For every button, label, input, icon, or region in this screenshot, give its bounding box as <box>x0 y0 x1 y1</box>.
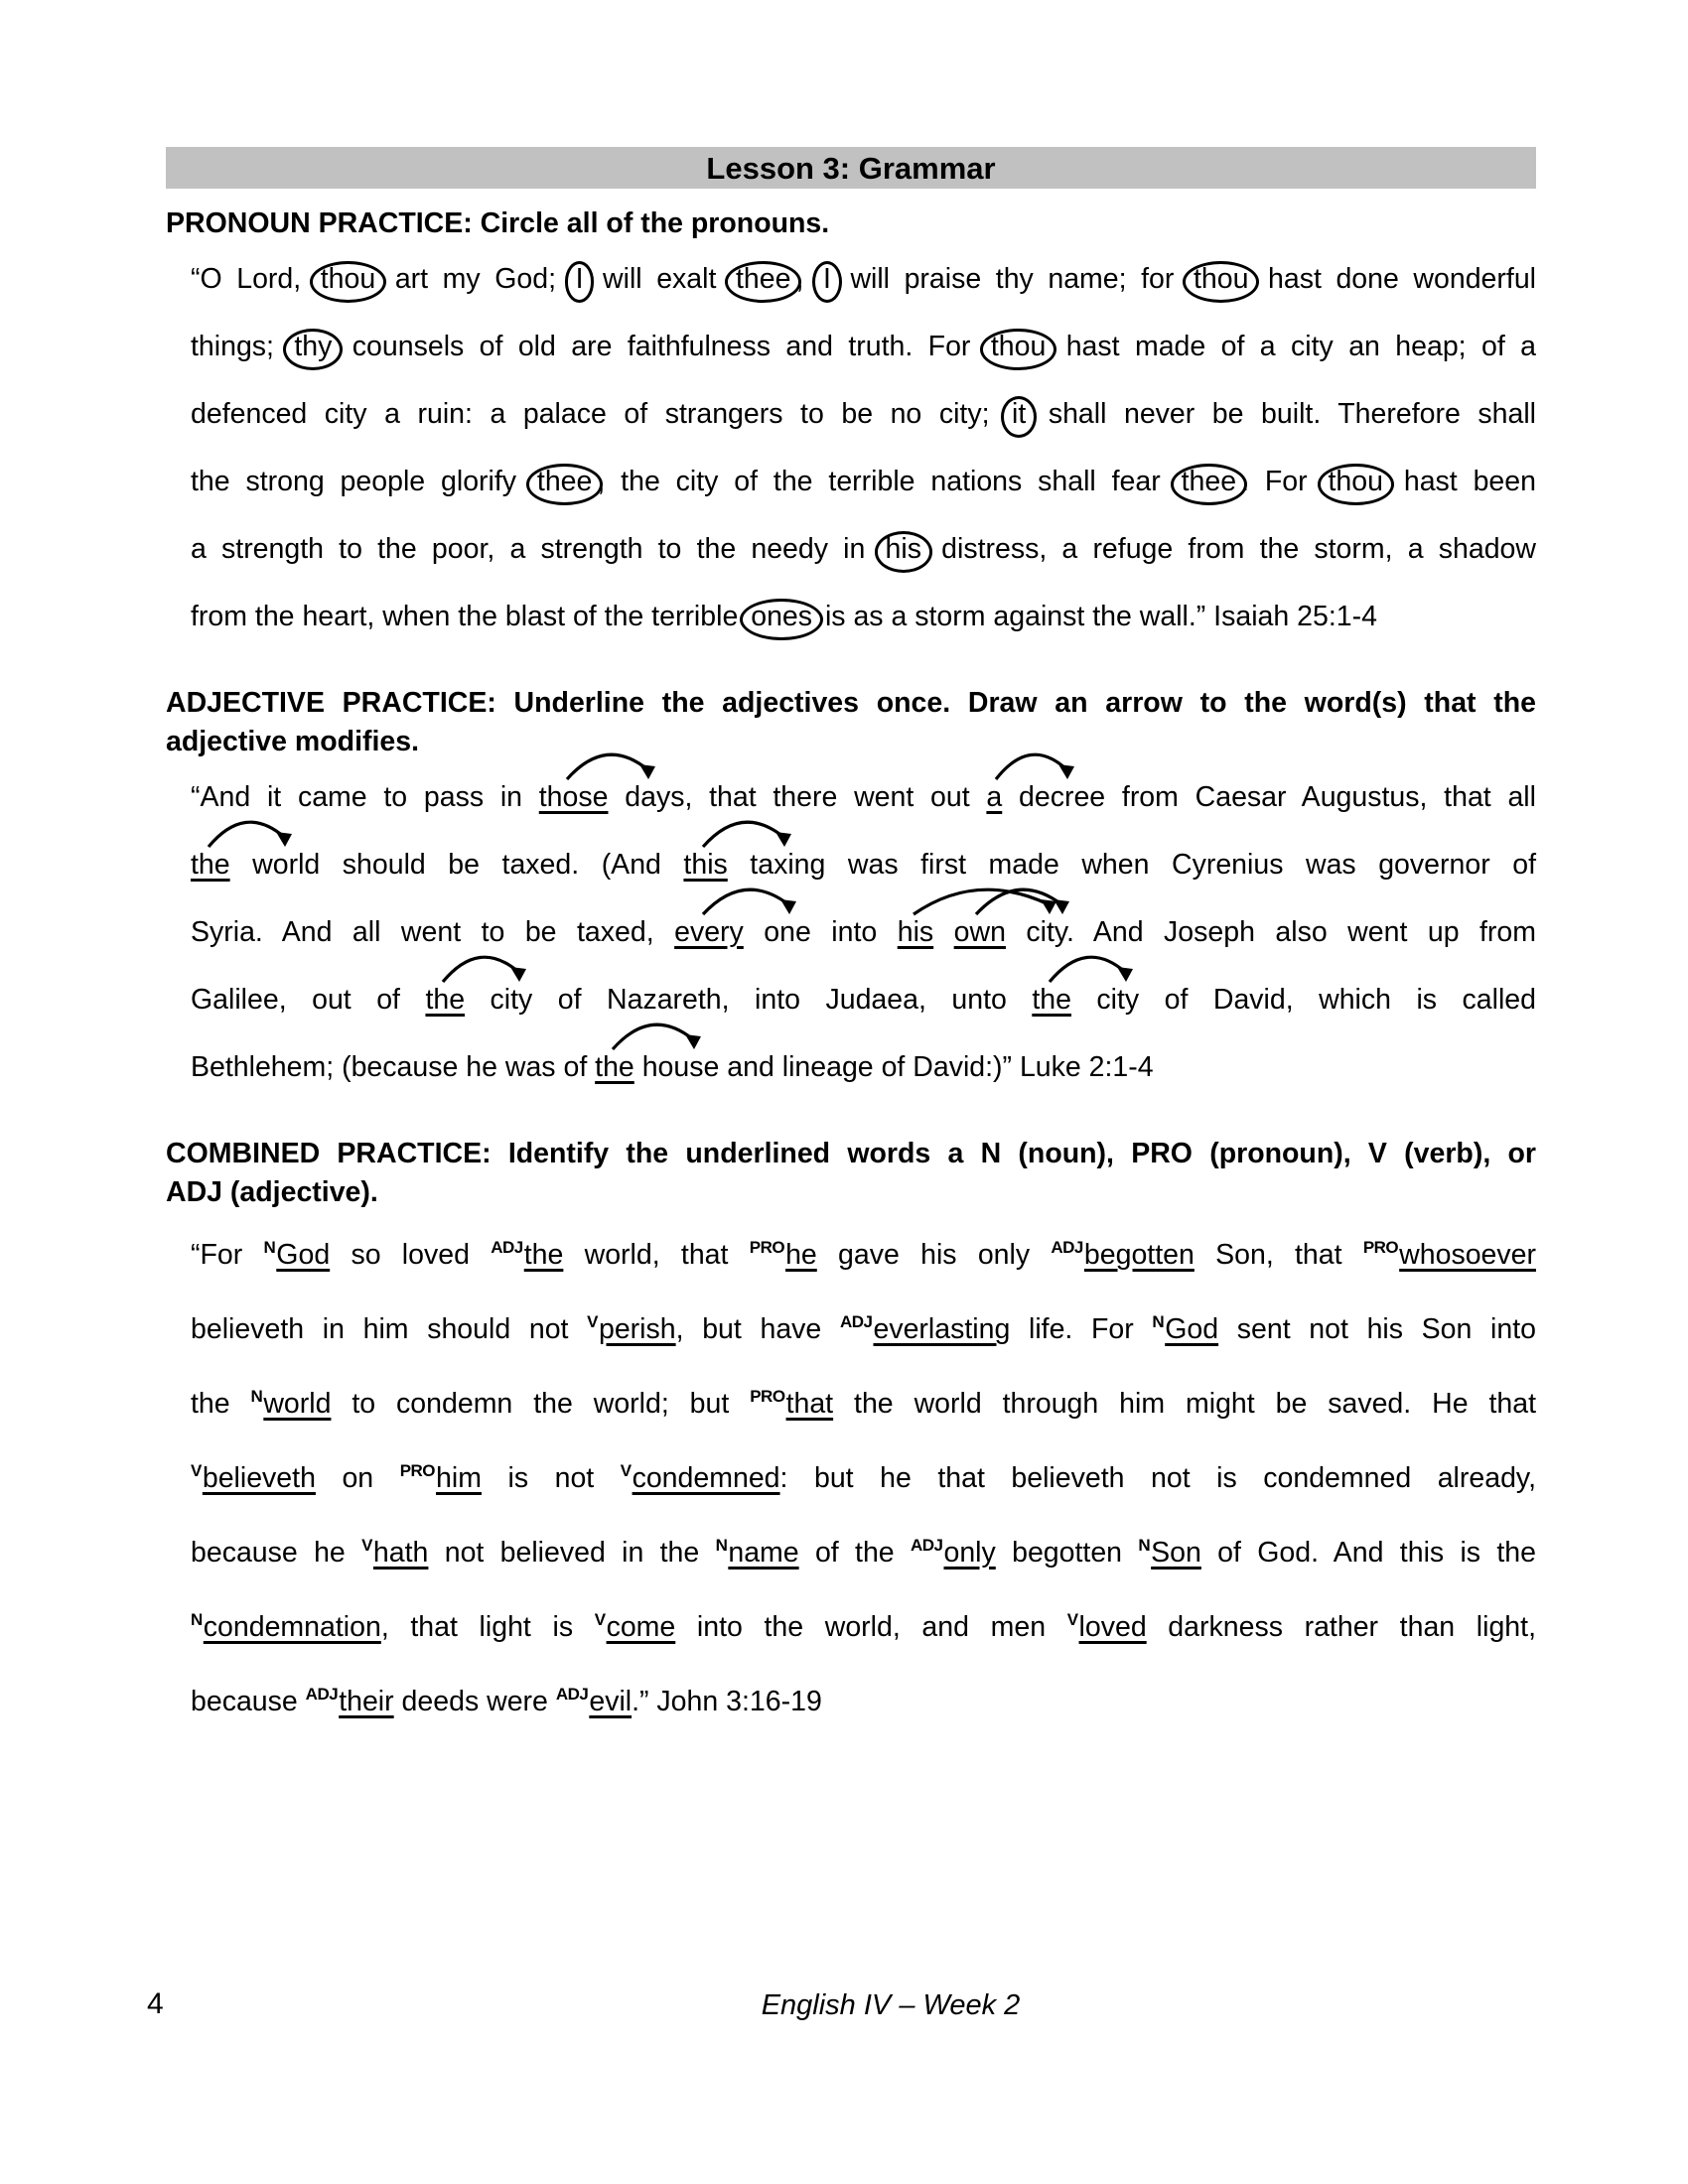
part-of-speech-label: PRO <box>749 1238 785 1257</box>
passage-line <box>191 966 1536 1033</box>
pronoun-practice-heading <box>166 205 1536 243</box>
combined-practice <box>166 1135 1536 1735</box>
text-run: begotten <box>995 1537 1139 1569</box>
text-run: house and lineage of David:)” Luke 2:1-4 <box>633 1051 1154 1083</box>
text-run: will praise thy name; for <box>835 263 1189 295</box>
text-run: “For <box>191 1239 264 1271</box>
part-of-speech-label: PRO <box>1362 1238 1399 1257</box>
part-of-speech-label: N <box>1138 1536 1151 1555</box>
text-run: so loved <box>330 1239 492 1271</box>
text-run: darkness rather than light, <box>1146 1611 1536 1643</box>
underlined-adjective: the <box>595 1051 634 1083</box>
underlined-word: begotten <box>1083 1239 1195 1271</box>
text-run: , that light is <box>380 1611 595 1643</box>
circled-pronoun: thy <box>283 329 343 370</box>
circled-pronoun: I <box>812 261 842 303</box>
text-run: decree from Caesar Augustus, that all <box>1002 781 1536 813</box>
part-of-speech-label: ADJ <box>555 1685 589 1704</box>
text-run: things; <box>191 331 290 362</box>
underlined-word: world <box>263 1388 332 1420</box>
lesson-title-bar <box>166 147 1536 189</box>
text-run: is not <box>481 1462 621 1494</box>
circled-pronoun: his <box>875 531 932 573</box>
text-run: , the city of the terrible nations shall fear <box>597 466 1177 497</box>
part-of-speech-label: N <box>715 1536 728 1555</box>
underlined-word: that <box>785 1388 834 1420</box>
passage-line <box>191 448 1536 515</box>
text-run: .” John 3:16-19 <box>632 1686 822 1717</box>
text-run <box>933 916 953 948</box>
text-run: world, that <box>563 1239 750 1271</box>
passage-line <box>191 380 1536 448</box>
text-run: counsels of old are faithfulness and truth. For <box>337 331 986 362</box>
underlined-word: him <box>436 1462 482 1494</box>
underlined-adjective: a <box>986 781 1002 813</box>
pronoun-practice-passage <box>191 245 1536 650</box>
underlined-adjective: those <box>539 781 609 813</box>
passage-line <box>191 1661 1536 1735</box>
text-run: the world through him might be saved. He that <box>833 1388 1537 1420</box>
text-run: city of David, which is called <box>1070 984 1536 1016</box>
underlined-word: evil <box>589 1686 633 1717</box>
part-of-speech-label: N <box>263 1238 276 1257</box>
part-of-speech-label: V <box>587 1312 598 1331</box>
underlined-word: come <box>606 1611 676 1643</box>
circled-pronoun: thou <box>1183 261 1259 303</box>
text-run: taxing was first made when Cyrenius was governor of <box>727 849 1536 881</box>
text-run: of the <box>798 1537 911 1569</box>
part-of-speech-label: V <box>620 1461 632 1480</box>
text-run: deeds were <box>393 1686 556 1717</box>
circled-pronoun: thee <box>526 464 603 505</box>
part-of-speech-label: N <box>250 1387 263 1406</box>
circled-pronoun: ones <box>740 599 823 640</box>
underlined-adjective: the <box>425 984 465 1016</box>
circled-pronoun: thou <box>980 329 1056 370</box>
heading-line: COMBINED PRACTICE: Identify the underlined words a N (noun), PRO (pronoun), V (verb), or <box>166 1138 1536 1169</box>
part-of-speech-label: ADJ <box>910 1536 943 1555</box>
underlined-word: whosoever <box>1399 1239 1536 1271</box>
passage-line <box>191 1586 1536 1661</box>
text-run: hast done wonderful <box>1253 263 1536 295</box>
passage-line <box>191 245 1536 313</box>
passage-line <box>191 583 1536 650</box>
text-run: , but have <box>675 1313 840 1345</box>
underlined-word: Son <box>1151 1537 1201 1569</box>
part-of-speech-label: PRO <box>399 1461 436 1480</box>
text-run: is as a storm against the wall.” Isaiah 25:1-4 <box>817 601 1377 632</box>
text-run: Son, that <box>1194 1239 1363 1271</box>
text-run: the strong people glorify <box>191 466 532 497</box>
text-run: “O Lord, <box>191 263 316 295</box>
underlined-word: hath <box>372 1537 429 1569</box>
text-run: city of Nazareth, into Judaea, unto <box>465 984 1033 1016</box>
text-run: : but he that believeth not is condemned already, <box>779 1462 1536 1494</box>
text-run: will exalt <box>588 263 731 295</box>
part-of-speech-label: V <box>361 1536 372 1555</box>
underlined-word: only <box>943 1537 996 1569</box>
underlined-word: perish <box>598 1313 676 1345</box>
page-number: 4 <box>147 1987 164 2020</box>
text-run: because he <box>191 1537 362 1569</box>
passage-line <box>191 1437 1536 1512</box>
text-run: of God. And this is the <box>1200 1537 1536 1569</box>
text-run: one into <box>743 916 898 948</box>
adjective-practice-heading <box>166 684 1536 761</box>
text-run: defenced city a ruin: a palace of strangers to be no city; <box>191 398 1008 430</box>
underlined-word: condemned <box>632 1462 780 1494</box>
page-content <box>166 147 1536 1735</box>
passage-line <box>191 515 1536 583</box>
text-run: city. And Joseph also went up from <box>1005 916 1537 948</box>
part-of-speech-label: ADJ <box>305 1685 339 1704</box>
passage-line <box>191 313 1536 380</box>
underlined-adjective: own <box>954 916 1006 948</box>
underlined-word: loved <box>1078 1611 1147 1643</box>
circled-pronoun: thou <box>310 261 386 303</box>
text-run: not believed in the <box>428 1537 716 1569</box>
circled-pronoun: thou <box>1318 464 1394 505</box>
underlined-adjective: this <box>683 849 727 881</box>
part-of-speech-label: ADJ <box>491 1238 523 1257</box>
text-run: sent not his Son into <box>1218 1313 1537 1345</box>
text-run: from the heart, when the blast of the terrible <box>191 601 747 632</box>
text-run: Galilee, out of <box>191 984 426 1016</box>
part-of-speech-label: PRO <box>750 1387 785 1406</box>
footer-course-label: English IV – Week 2 <box>761 1989 1021 2021</box>
passage-line <box>191 1033 1536 1101</box>
passage-line <box>191 1363 1536 1437</box>
underlined-adjective: every <box>674 916 744 948</box>
underlined-word: everlasting <box>873 1313 1011 1345</box>
circled-pronoun: it <box>1001 396 1037 438</box>
text-run: gave his only <box>816 1239 1052 1271</box>
text-run: life. For <box>1010 1313 1153 1345</box>
text-run: shall never be built. Therefore shall <box>1031 398 1536 430</box>
text-run: days, that there went out <box>608 781 987 813</box>
underlined-adjective: the <box>191 849 230 881</box>
underlined-adjective: the <box>1032 984 1071 1016</box>
adjective-practice <box>166 684 1536 1101</box>
underlined-word: the <box>523 1239 564 1271</box>
text-run: because <box>191 1686 306 1717</box>
heading-line: ADJECTIVE PRACTICE: Underline the adjectives once. Draw an arrow to the word(s) that the <box>166 687 1536 719</box>
text-run: to condemn the world; but <box>331 1388 751 1420</box>
passage-line <box>191 1512 1536 1586</box>
text-run: Syria. And all went to be taxed, <box>191 916 675 948</box>
text-run: the <box>191 1388 251 1420</box>
pronoun-practice <box>166 205 1536 650</box>
heading-line: PRONOUN PRACTICE: Circle all of the pronouns. <box>166 207 830 239</box>
text-run: hast been <box>1387 466 1536 497</box>
underlined-word: God <box>276 1239 331 1271</box>
underlined-word: their <box>339 1686 394 1717</box>
text-run: world should be taxed. (And <box>229 849 684 881</box>
adjective-practice-passage <box>191 763 1536 1101</box>
text-run: , <box>795 263 818 295</box>
passage-line <box>191 1214 1536 1289</box>
sections <box>166 205 1536 1735</box>
text-run: believeth in him should not <box>191 1313 588 1345</box>
passage-line <box>191 1289 1536 1363</box>
part-of-speech-label: N <box>1152 1312 1165 1331</box>
circled-pronoun: I <box>565 261 595 303</box>
passage-line <box>191 763 1536 831</box>
text-run: . For <box>1241 466 1324 497</box>
text-run: a strength to the poor, a strength to the needy in <box>191 533 881 565</box>
underlined-word: God <box>1165 1313 1219 1345</box>
underlined-word: he <box>785 1239 817 1271</box>
part-of-speech-label: V <box>1066 1610 1078 1629</box>
passage-line <box>191 831 1536 898</box>
part-of-speech-label: ADJ <box>839 1312 873 1331</box>
combined-practice-heading <box>166 1135 1536 1212</box>
text-run: “And it came to pass in <box>191 781 539 813</box>
circled-pronoun: thee <box>1171 464 1247 505</box>
underlined-word: believeth <box>202 1462 316 1494</box>
text-run: distress, a refuge from the storm, a shadow <box>925 533 1536 565</box>
part-of-speech-label: N <box>191 1610 203 1629</box>
part-of-speech-label: V <box>191 1461 202 1480</box>
heading-line: adjective modifies. <box>166 726 420 757</box>
text-run: on <box>315 1462 400 1494</box>
text-run: Bethlehem; (because he was of <box>191 1051 596 1083</box>
part-of-speech-label: V <box>594 1610 606 1629</box>
passage-line <box>191 898 1536 966</box>
part-of-speech-label: ADJ <box>1051 1238 1083 1257</box>
heading-line: ADJ (adjective). <box>166 1176 378 1208</box>
text-run: hast made of a city an heap; of a <box>1051 331 1537 362</box>
text-run: art my God; <box>380 263 571 295</box>
underlined-word: condemnation <box>203 1611 381 1643</box>
combined-practice-passage <box>191 1214 1536 1735</box>
underlined-adjective: his <box>898 916 933 948</box>
lesson-title: Lesson 3: Grammar <box>706 150 996 186</box>
underlined-word: name <box>728 1537 799 1569</box>
circled-pronoun: thee <box>725 261 801 303</box>
text-run: into the world, and men <box>675 1611 1067 1643</box>
